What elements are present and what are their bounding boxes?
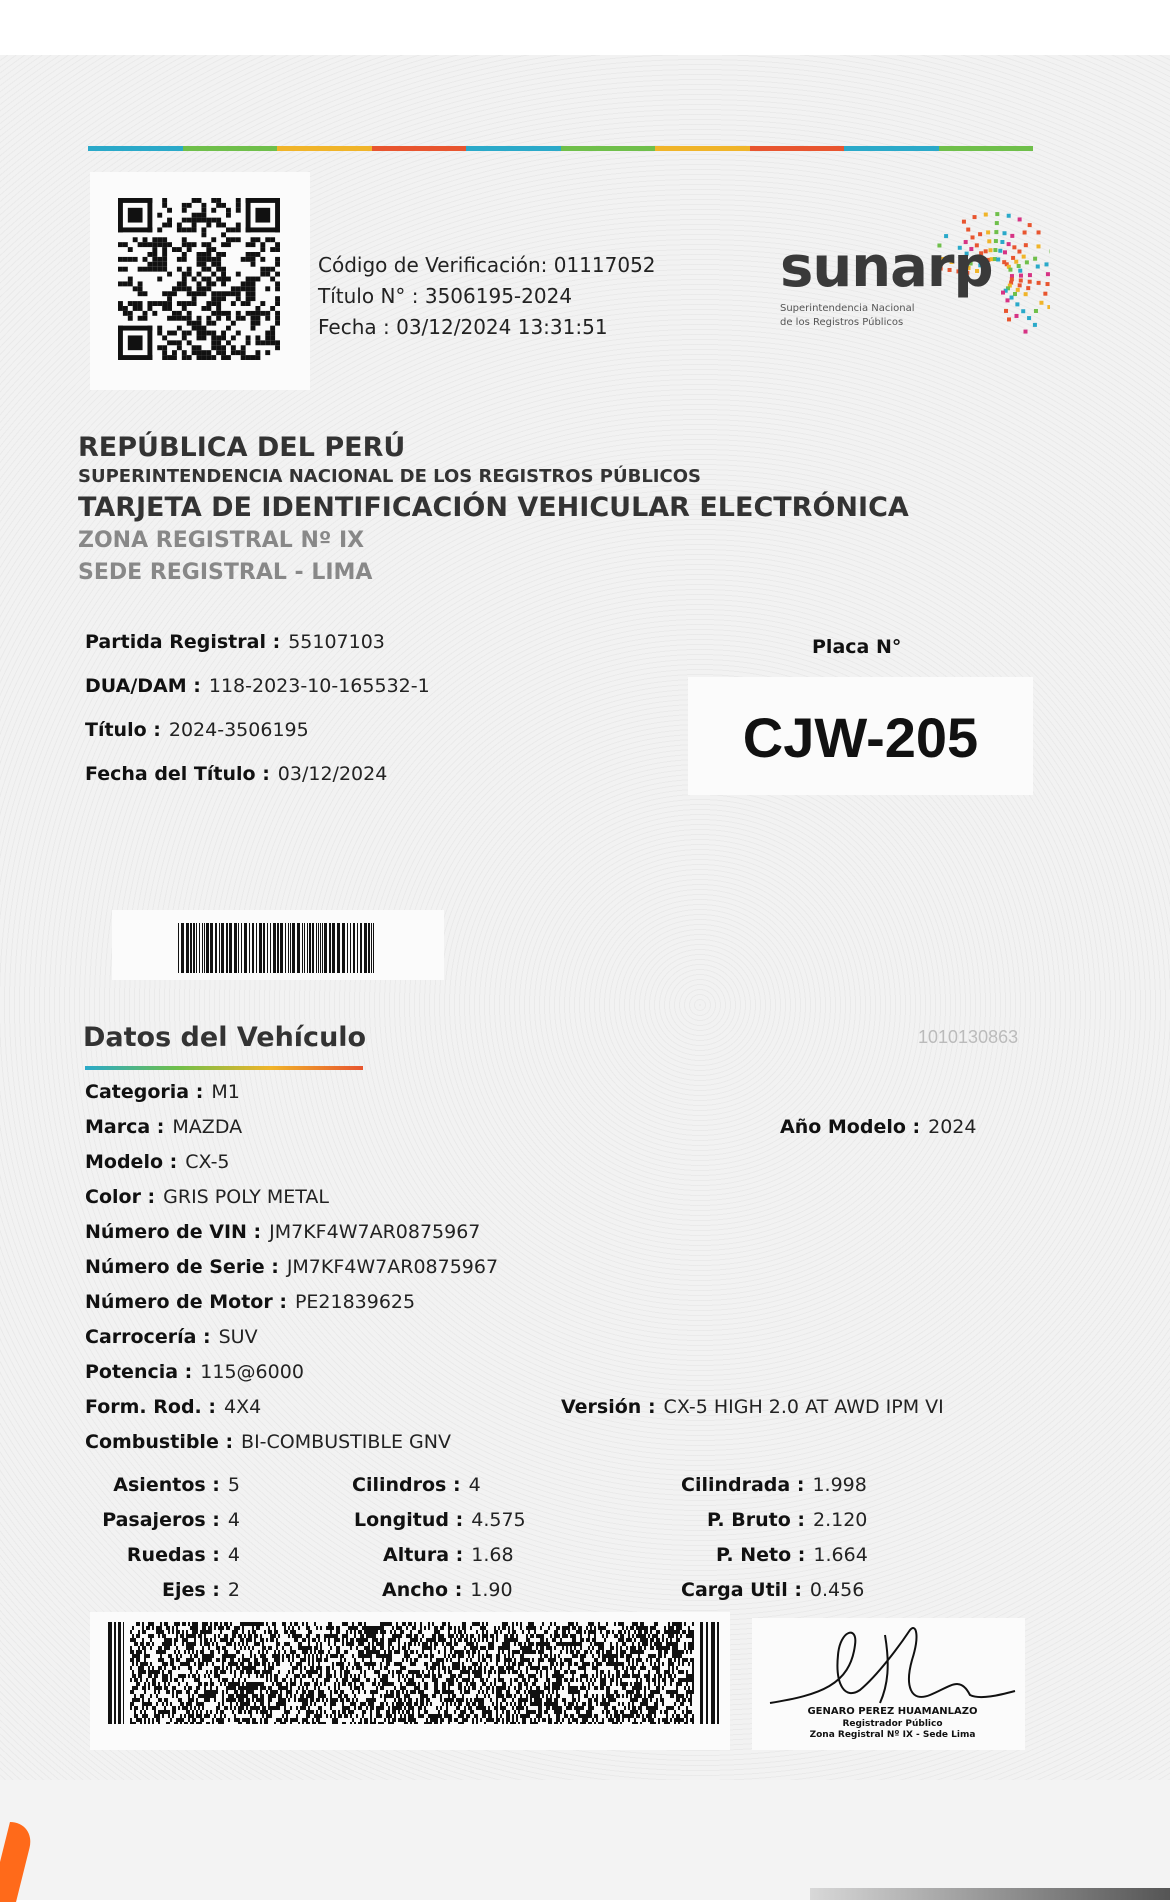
label-carroceria: Carrocería :: [85, 1326, 211, 1348]
field-ejes: [85, 1579, 240, 1601]
value-vin: JM7KF4W7AR0875967: [269, 1221, 480, 1243]
value-categoria: M1: [211, 1081, 239, 1103]
label-version: Versión :: [561, 1396, 656, 1418]
value-anio: 2024: [928, 1116, 976, 1138]
label-color: Color :: [85, 1186, 155, 1208]
label-ejes: Ejes :: [162, 1579, 220, 1601]
field-ruedas: [85, 1544, 240, 1566]
value-dua: 118-2023-10-165532-1: [209, 675, 430, 697]
label-longitud: Longitud :: [354, 1509, 463, 1531]
value-asientos: 5: [228, 1474, 240, 1496]
logo-wordmark: sunarp: [780, 235, 993, 300]
value-fecha-titulo: 03/12/2024: [278, 763, 388, 785]
field-ancho: [382, 1579, 513, 1601]
placa-value: CJW-205: [688, 705, 1033, 770]
field-longitud: [354, 1509, 526, 1531]
section-title-datos: Datos del Vehículo: [83, 1022, 366, 1053]
label-potencia: Potencia :: [85, 1361, 192, 1383]
value-ejes: 2: [228, 1579, 240, 1601]
sunarp-logo: [780, 195, 1050, 345]
value-longitud: 4.575: [471, 1509, 525, 1531]
placa-label: Placa N°: [812, 636, 901, 658]
header-document-title: TARJETA DE IDENTIFICACIÓN VEHICULAR ELECTRÓNICA: [78, 492, 909, 523]
value-carroceria: SUV: [219, 1326, 258, 1348]
field-modelo: [85, 1151, 230, 1173]
header-agency: SUPERINTENDENCIA NACIONAL DE LOS REGISTROS PÚBLICOS: [78, 466, 701, 487]
signature-zone: Zona Registral Nº IX - Sede Lima: [760, 1730, 1025, 1740]
label-modelo: Modelo :: [85, 1151, 177, 1173]
value-cilindros: 4: [469, 1474, 481, 1496]
value-serie: JM7KF4W7AR0875967: [287, 1256, 498, 1278]
field-categoria: [85, 1081, 240, 1103]
field-vin: [85, 1221, 480, 1243]
logo-subtitle-1: Superintendencia Nacional: [780, 302, 915, 316]
field-asientos: [85, 1474, 240, 1496]
rainbow-segment: [372, 146, 467, 151]
label-partida: Partida Registral :: [85, 631, 280, 653]
rainbow-segment: [844, 146, 939, 151]
label-cilindrada: Cilindrada :: [681, 1474, 804, 1496]
field-cilindrada: [681, 1474, 867, 1496]
field-motor: [85, 1291, 415, 1313]
label-p-bruto: P. Bruto :: [707, 1509, 805, 1531]
field-p-neto: [716, 1544, 868, 1566]
label-p-neto: P. Neto :: [716, 1544, 805, 1566]
value-motor: PE21839625: [295, 1291, 415, 1313]
field-partida: [85, 631, 385, 653]
field-p-bruto: [707, 1509, 867, 1531]
value-form-rod: 4X4: [224, 1396, 261, 1418]
rainbow-segment: [939, 146, 1034, 151]
placa-box: [688, 677, 1033, 795]
field-carroceria: [85, 1326, 258, 1348]
value-combustible: BI-COMBUSTIBLE GNV: [241, 1431, 451, 1453]
header-zone: ZONA REGISTRAL Nº IX: [78, 528, 364, 553]
label-carga-util: Carga Util :: [681, 1579, 802, 1601]
field-color: [85, 1186, 329, 1208]
field-fecha-titulo: [85, 763, 387, 785]
rainbow-segment: [655, 146, 750, 151]
pdf417-barcode-icon: [108, 1622, 720, 1724]
label-ancho: Ancho :: [382, 1579, 462, 1601]
bottom-gray-bar: [810, 1888, 1170, 1900]
value-pasajeros: 4: [228, 1509, 240, 1531]
logo-subtitle-2: de los Registros Públicos: [780, 316, 915, 330]
rainbow-segment: [88, 146, 183, 151]
field-anio-modelo: [780, 1116, 976, 1138]
label-titulo: Título :: [85, 719, 161, 741]
verification-date: Fecha : 03/12/2024 13:31:51: [318, 312, 656, 343]
field-dua: [85, 675, 430, 697]
label-asientos: Asientos :: [113, 1474, 220, 1496]
value-titulo: 2024-3506195: [169, 719, 309, 741]
rainbow-segment: [277, 146, 372, 151]
label-cilindros: Cilindros :: [352, 1474, 461, 1496]
qr-code-icon: [118, 198, 280, 360]
rainbow-segment: [750, 146, 845, 151]
field-version: [561, 1396, 944, 1418]
label-marca: Marca :: [85, 1116, 164, 1138]
label-categoria: Categoria :: [85, 1081, 203, 1103]
signature-scribble-icon: [760, 1625, 1025, 1705]
value-p-bruto: 2.120: [813, 1509, 867, 1531]
value-partida: 55107103: [288, 631, 385, 653]
rainbow-segment: [561, 146, 656, 151]
value-potencia: 115@6000: [200, 1361, 304, 1383]
label-altura: Altura :: [383, 1544, 463, 1566]
field-combustible: [85, 1431, 451, 1453]
section-underline: [85, 1066, 363, 1070]
label-anio: Año Modelo :: [780, 1116, 920, 1138]
verification-code: Código de Verificación: 01117052: [318, 250, 656, 281]
label-pasajeros: Pasajeros :: [102, 1509, 220, 1531]
rainbow-segment: [466, 146, 561, 151]
value-version: CX-5 HIGH 2.0 AT AWD IPM VI: [664, 1396, 944, 1418]
field-marca: [85, 1116, 242, 1138]
value-marca: MAZDA: [172, 1116, 242, 1138]
rainbow-stripe: [88, 146, 1033, 151]
value-modelo: CX-5: [185, 1151, 229, 1173]
field-cilindros: [352, 1474, 481, 1496]
field-serie: [85, 1256, 498, 1278]
barcode-icon: [178, 923, 378, 973]
label-fecha-titulo: Fecha del Título :: [85, 763, 270, 785]
header-country: REPÚBLICA DEL PERÚ: [78, 432, 405, 463]
verification-title: Título N° : 3506195-2024: [318, 281, 656, 312]
signature-name: GENARO PEREZ HUAMANLAZO: [760, 1707, 1025, 1717]
field-form-rod: [85, 1396, 261, 1418]
document-code: 1010130863: [918, 1027, 1018, 1048]
logo-subtitle: [780, 302, 915, 330]
field-titulo: [85, 719, 309, 741]
field-altura: [383, 1544, 514, 1566]
label-motor: Número de Motor :: [85, 1291, 287, 1313]
value-p-neto: 1.664: [813, 1544, 867, 1566]
header-sede: SEDE REGISTRAL - LIMA: [78, 560, 372, 585]
label-form-rod: Form. Rod. :: [85, 1396, 216, 1418]
rainbow-segment: [183, 146, 278, 151]
signature-role: Registrador Público: [760, 1719, 1025, 1729]
value-ruedas: 4: [228, 1544, 240, 1566]
label-dua: DUA/DAM :: [85, 675, 201, 697]
field-pasajeros: [85, 1509, 240, 1531]
verification-block: [318, 250, 656, 343]
bottom-bar: [0, 1780, 1170, 1900]
field-potencia: [85, 1361, 304, 1383]
label-vin: Número de VIN :: [85, 1221, 261, 1243]
signature-block: [760, 1625, 1025, 1750]
field-carga-util: [681, 1579, 864, 1601]
label-serie: Número de Serie :: [85, 1256, 279, 1278]
value-ancho: 1.90: [470, 1579, 512, 1601]
value-altura: 1.68: [471, 1544, 513, 1566]
label-ruedas: Ruedas :: [127, 1544, 220, 1566]
value-color: GRIS POLY METAL: [163, 1186, 329, 1208]
value-cilindrada: 1.998: [812, 1474, 866, 1496]
label-combustible: Combustible :: [85, 1431, 233, 1453]
value-carga-util: 0.456: [810, 1579, 864, 1601]
